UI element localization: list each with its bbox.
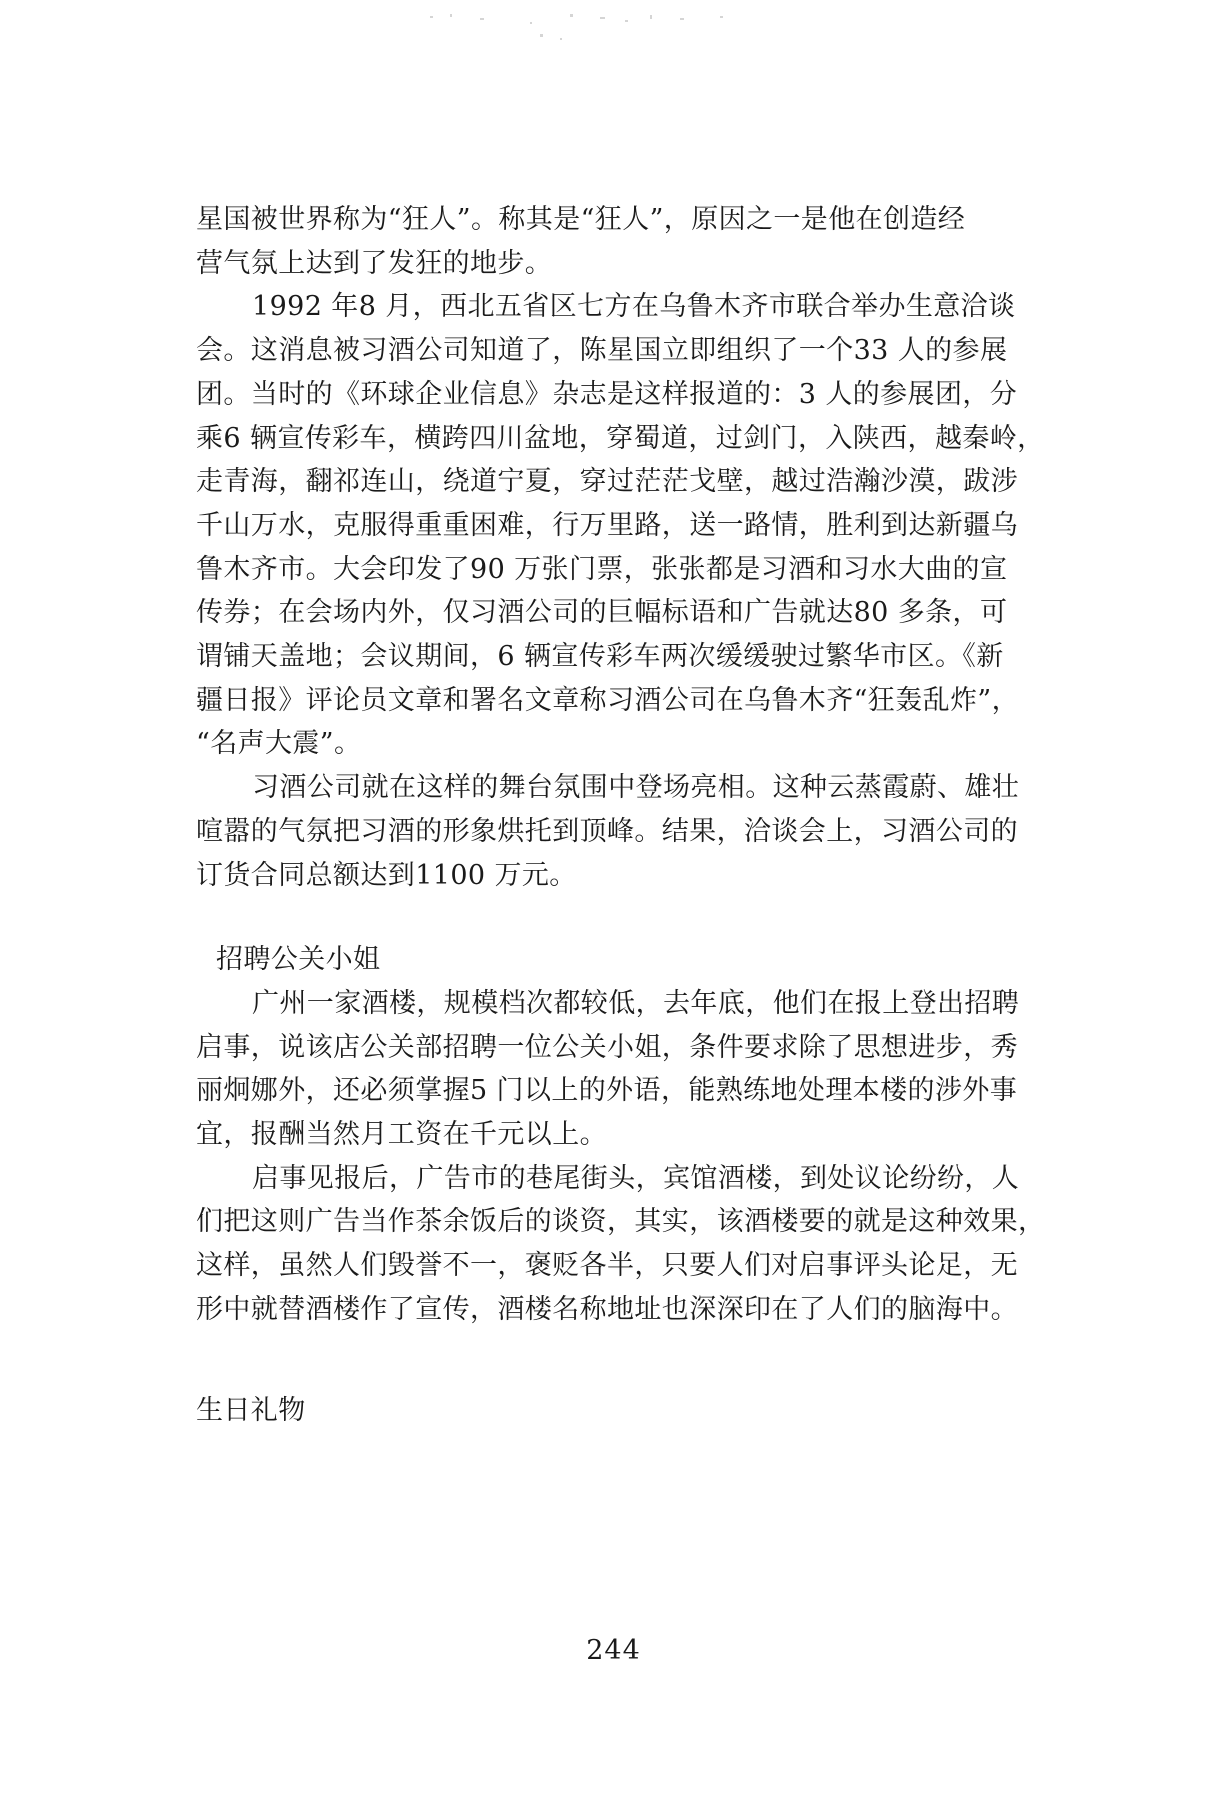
text-line: 会。这消息被习酒公司知道了，陈星国立即组织了一个33 人的参展 — [196, 335, 1008, 367]
text-line: 形中就替酒楼作了宣传，酒楼名称地址也深深印在了人们的脑海中。 — [196, 1293, 1018, 1325]
scan-artifact — [420, 8, 760, 48]
text-line: 1992 年8 月，西北五省区七方在乌鲁木齐市联合举办生意洽谈 — [252, 291, 1016, 323]
text-line: 乘6 辆宣传彩车，横跨四川盆地，穿蜀道，过剑门，入陕西，越秦岭， — [196, 422, 1045, 454]
text-line: “名声大震”。 — [196, 728, 362, 760]
text-line: 谓铺天盖地；会议期间，6 辆宣传彩车两次缓缓驶过繁华市区。《新 — [196, 641, 1004, 673]
text-line: 团。当时的《环球企业信息》杂志是这样报道的：3 人的参展团，分 — [196, 378, 1018, 410]
text-line: 营气氛上达到了发狂的地步。 — [196, 247, 553, 279]
text-line: 启事，说该店公关部招聘一位公关小姐，条件要求除了思想进步，秀 — [196, 1031, 1018, 1063]
text-line: 习酒公司就在这样的舞台氛围中登场亮相。这种云蒸霞蔚、雄壮 — [252, 772, 1020, 804]
text-line: 鲁木齐市。大会印发了90 万张门票，张张都是习酒和习水大曲的宣 — [196, 553, 1008, 585]
paragraph-2 — [196, 285, 1045, 766]
text-line: 广州一家酒楼，规模档次都较低，去年底，他们在报上登出招聘 — [252, 987, 1020, 1019]
text-line: 这样，虽然人们毁誉不一，褒贬各半，只要人们对启事评头论足，无 — [196, 1250, 1018, 1282]
paragraph-4 — [196, 982, 1041, 1157]
text-line: 启事见报后，广告市的巷尾街头，宾馆酒楼，到处议论纷纷，人 — [252, 1162, 1020, 1194]
text-line: 走青海，翻祁连山，绕道宁夏，穿过茫茫戈壁，越过浩瀚沙漠，跋涉 — [196, 466, 1018, 498]
paragraph-3 — [196, 766, 1041, 897]
section-heading-birthday-gift: 生日礼物 — [196, 1394, 306, 1426]
text-line: 丽炯娜外，还必须掌握5 门以上的外语，能熟练地处理本楼的涉外事 — [196, 1075, 1018, 1107]
text-line: 喧嚣的气氛把习酒的形象烘托到顶峰。结果，洽谈会上，习酒公司的 — [196, 815, 1018, 847]
section-heading-recruitment: 招聘公关小姐 — [216, 944, 381, 976]
paragraph-5 — [196, 1157, 1046, 1332]
text-line: 星国被世界称为“狂人”。称其是“狂人”，原因之一是他在创造经 — [196, 204, 966, 235]
text-line: 千山万水，克服得重重困难，行万里路，送一路情，胜利到达新疆乌 — [196, 509, 1018, 541]
page-number: 244 — [586, 1635, 641, 1666]
paragraph-1 — [196, 198, 1041, 285]
text-line: 传券；在会场内外，仅习酒公司的巨幅标语和广告就达80 多条，可 — [196, 597, 1008, 629]
text-line: 订货合同总额达到1100 万元。 — [196, 859, 577, 891]
text-line: 宜，报酬当然月工资在千元以上。 — [196, 1119, 607, 1151]
text-line: 疆日报》评论员文章和署名文章称习酒公司在乌鲁木齐“狂轰乱炸”， — [196, 684, 1020, 716]
body-text — [196, 198, 1046, 1432]
text-line: 们把这则广告当作茶余饭后的谈资，其实，该酒楼要的就是这种效果， — [196, 1206, 1046, 1238]
